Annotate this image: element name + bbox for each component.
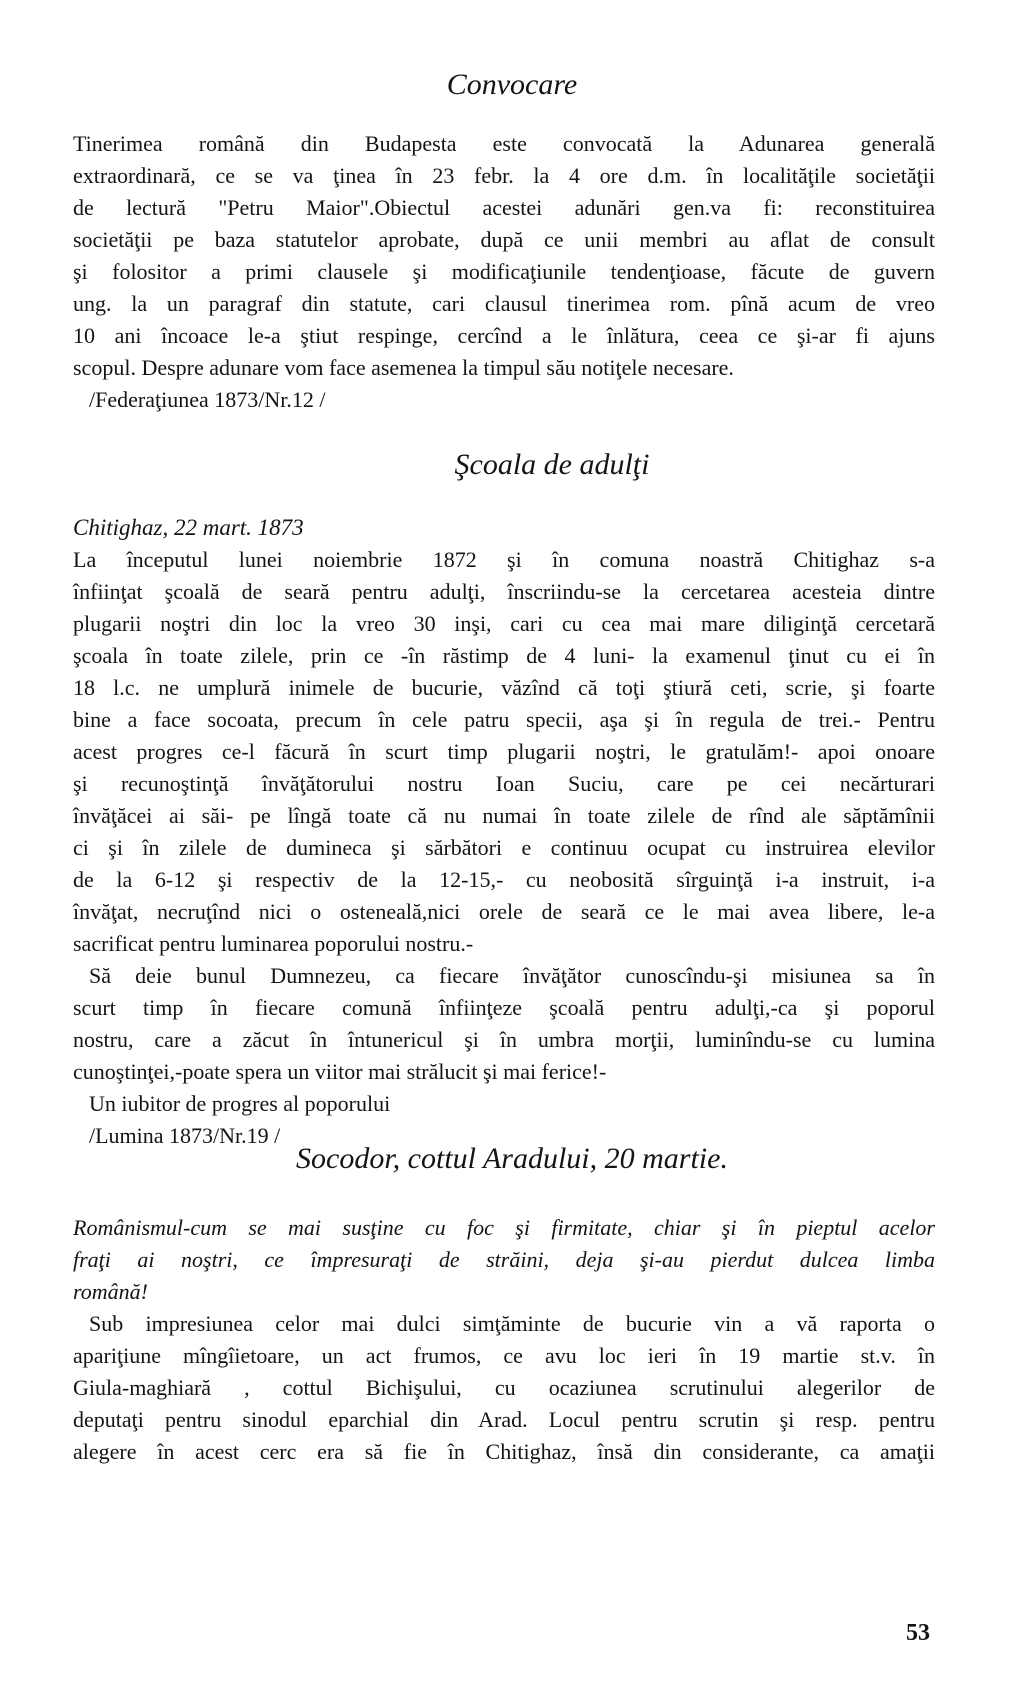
section-body-socodor bbox=[73, 1212, 935, 1468]
text-line: apariţiune mîngîietoare, un act frumos, ce avu loc ieri în 19 martie st.v. în bbox=[73, 1343, 935, 1368]
text-line: înfiinţat şcoală de seară pentru adulţi, înscriindu-se la cercetarea acesteia dintre bbox=[73, 579, 935, 604]
text-line: învăţăcei ai săi- pe lîngă toate că nu numai în toate zilele de rînd ale săptămînii bbox=[73, 803, 935, 828]
text-line: scurt timp în fiecare comună înfiinţeze şcoală pentru adulţi,-ca şi poporul bbox=[73, 995, 935, 1020]
signature: Un iubitor de progres al poporului bbox=[89, 1091, 391, 1116]
page-number: 53 bbox=[906, 1620, 930, 1646]
text-line: de lectură "Petru Maior".Obiectul acestei adunări gen.va fi: reconstituirea bbox=[73, 195, 935, 220]
text-line: ci şi în zilele de dumineca şi sărbători e continuu ocupat cu instruirea elevilor bbox=[73, 835, 935, 860]
text-line: nostru, care a zăcut în întunericul şi în umbra morţii, luminîndu-se cu lumina bbox=[73, 1027, 935, 1052]
text-line: Românismul-cum se mai susţine cu foc şi firmitate, chiar şi în pieptul acelor bbox=[73, 1215, 935, 1240]
text-line: 18 l.c. ne umplură inimele de bucurie, văzînd că toţi ştiură ceti, scrie, şi foarte bbox=[73, 675, 935, 700]
text-line: Giula-maghiară , cottul Bichişului, cu ocaziunea scrutinului alegerilor de bbox=[73, 1375, 935, 1400]
text-line: scopul. Despre adunare vom face asemenea la timpul său notiţele necesare. bbox=[73, 355, 734, 380]
section-title-convocare: Convocare bbox=[446, 68, 578, 101]
section-title-scoala-de-adulti: Şcoala de adulţi bbox=[454, 448, 650, 481]
section-body-scoala-de-adulti bbox=[73, 512, 935, 1152]
text-line: sacrificat pentru luminarea poporului nostru.- bbox=[73, 931, 474, 956]
text-line: deputaţi pentru sinodul eparchial din Arad. Locul pentru scrutin şi resp. pentru bbox=[73, 1407, 935, 1432]
source-citation: /Federaţiunea 1873/Nr.12 / bbox=[89, 387, 326, 412]
text-line: de la 6-12 şi respectiv de la 12-15,- cu neobosită sîrguinţă i-a instruit, i-a bbox=[73, 867, 935, 892]
text-line: extraordinară, ce se va ţinea în 23 febr. la 4 ore d.m. în localităţile societăţii bbox=[73, 163, 935, 188]
dateline: Chitighaz, 22 mart. 1873 bbox=[73, 515, 304, 540]
text-line: Să deie bunul Dumnezeu, ca fiecare învăţător cunoscîndu-şi misiunea sa în bbox=[89, 963, 935, 988]
text-line: 10 ani încoace le-a ştiut respinge, cercînd a le înlătura, ceea ce şi-ar fi ajuns bbox=[73, 323, 935, 348]
text-line: Sub impresiunea celor mai dulci simţăminte de bucurie vin a vă raporta o bbox=[89, 1311, 935, 1336]
text-line: Tinerimea română din Budapesta este convocată la Adunarea generală bbox=[73, 131, 935, 156]
text-line: şi folositor a primi clausele şi modificaţiunile tendenţioase, făcute de guvern bbox=[73, 259, 935, 284]
text-line: plugarii noştri din loc la vreo 30 inşi, cari cu cea mai mare diliginţă cercetară bbox=[73, 611, 935, 636]
text-line: şcoala în toate zilele, prin ce -în răstimp de 4 luni- la examenul ţinut cu ei în bbox=[73, 643, 935, 668]
source-citation: /Lumina 1873/Nr.19 / bbox=[89, 1123, 281, 1148]
text-line: societăţii pe baza statutelor aprobate, după ce unii membri au aflat de consult bbox=[73, 227, 935, 252]
text-line: română! bbox=[73, 1279, 148, 1304]
text-line: alegere în acest cerc era să fie în Chitighaz, însă din considerante, ca amaţii bbox=[73, 1439, 935, 1464]
text-line: acest progres ce-l făcură în scurt timp plugarii noştri, le gratulăm!- apoi onoare bbox=[73, 739, 935, 764]
text-line: învăţat, necruţînd nici o osteneală,nici orele de seară ce le mai avea libere, le-a bbox=[73, 899, 935, 924]
section-body-convocare bbox=[73, 128, 935, 416]
text-line: fraţi ai noştri, ce împresuraţi de străini, deja şi-au pierdut dulcea limba bbox=[73, 1247, 935, 1272]
text-line: La începutul lunei noiembrie 1872 şi în comuna noastră Chitighaz s-a bbox=[73, 547, 935, 572]
text-line: ung. la un paragraf din statute, cari clausul tinerimea rom. pînă acum de vreo bbox=[73, 291, 935, 316]
text-line: bine a face socoata, precum în cele patru specii, aşa şi în regula de trei.- Pentru bbox=[73, 707, 935, 732]
section-title-socodor: Socodor, cottul Aradului, 20 martie. bbox=[296, 1142, 728, 1175]
text-line: şi recunoştinţă învăţătorului nostru Ioan Suciu, care pe cei necărturari bbox=[73, 771, 935, 796]
text-line: cunoştinţei,-poate spera un viitor mai strălucit şi mai ferice!- bbox=[73, 1059, 607, 1084]
